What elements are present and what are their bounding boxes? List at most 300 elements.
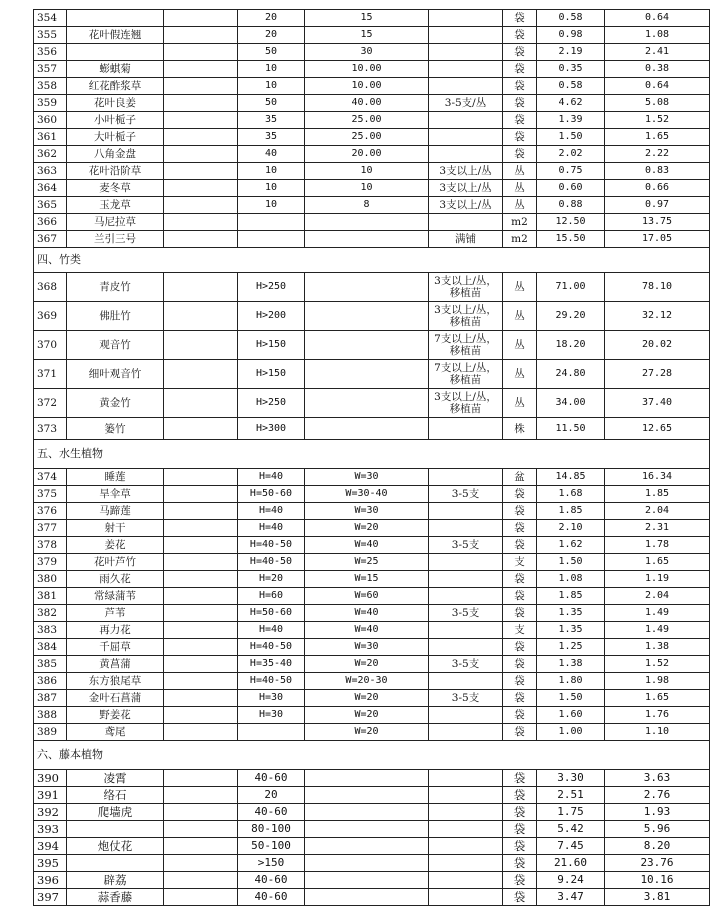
total-price: 2.22 <box>605 146 710 163</box>
height-spec: H=60 <box>238 588 305 605</box>
total-price: 1.93 <box>605 804 710 821</box>
width-spec <box>305 214 429 231</box>
blank-cell <box>164 770 238 787</box>
plant-name: 常绿蒲苇 <box>67 588 164 605</box>
width-spec: 10.00 <box>305 78 429 95</box>
total-price: 17.05 <box>605 231 710 248</box>
row-number: 374 <box>34 469 67 486</box>
unit: 支 <box>503 554 537 571</box>
row-number: 359 <box>34 95 67 112</box>
row-number: 364 <box>34 180 67 197</box>
blank-cell <box>164 273 238 302</box>
unit-price: 0.58 <box>537 10 605 27</box>
remark <box>429 724 503 741</box>
blank-cell <box>164 673 238 690</box>
width-spec: 25.00 <box>305 112 429 129</box>
height-spec: 10 <box>238 78 305 95</box>
height-spec: 20 <box>238 10 305 27</box>
table-row <box>34 571 710 588</box>
unit: 丛 <box>503 197 537 214</box>
unit-price: 1.50 <box>537 554 605 571</box>
blank-cell <box>164 707 238 724</box>
total-price: 1.49 <box>605 622 710 639</box>
table-row <box>34 469 710 486</box>
height-spec: H=20 <box>238 571 305 588</box>
unit-price: 1.08 <box>537 571 605 588</box>
unit-price: 0.88 <box>537 197 605 214</box>
table-row <box>34 273 710 302</box>
table-row <box>34 821 710 838</box>
plant-name: 小叶栀子 <box>67 112 164 129</box>
width-spec: 10 <box>305 180 429 197</box>
unit: 袋 <box>503 639 537 656</box>
plant-name: 麦冬草 <box>67 180 164 197</box>
total-price: 2.04 <box>605 588 710 605</box>
unit-price: 1.50 <box>537 690 605 707</box>
width-spec <box>305 418 429 440</box>
width-spec: W=20 <box>305 707 429 724</box>
blank-cell <box>164 503 238 520</box>
blank-cell <box>164 855 238 872</box>
unit: 丛 <box>503 180 537 197</box>
total-price: 1.65 <box>605 129 710 146</box>
remark <box>429 787 503 804</box>
width-spec <box>305 821 429 838</box>
unit: 袋 <box>503 95 537 112</box>
width-spec: 20.00 <box>305 146 429 163</box>
unit: 支 <box>503 622 537 639</box>
row-number: 367 <box>34 231 67 248</box>
remark <box>429 27 503 44</box>
height-spec <box>238 724 305 741</box>
row-number: 385 <box>34 656 67 673</box>
table-row <box>34 537 710 554</box>
remark <box>429 418 503 440</box>
unit-price: 2.10 <box>537 520 605 537</box>
unit-price: 5.42 <box>537 821 605 838</box>
plant-name: 炮仗花 <box>67 838 164 855</box>
plant-name: 芦苇 <box>67 605 164 622</box>
remark: 3-5支 <box>429 537 503 554</box>
height-spec <box>238 231 305 248</box>
height-spec: H=40-50 <box>238 639 305 656</box>
width-spec <box>305 855 429 872</box>
table-row <box>34 197 710 214</box>
remark <box>429 10 503 27</box>
row-number: 389 <box>34 724 67 741</box>
blank-cell <box>164 27 238 44</box>
remark <box>429 61 503 78</box>
total-price: 23.76 <box>605 855 710 872</box>
plant-name <box>67 10 164 27</box>
height-spec: H=40 <box>238 622 305 639</box>
unit-price: 34.00 <box>537 389 605 418</box>
row-number: 376 <box>34 503 67 520</box>
unit-price: 0.98 <box>537 27 605 44</box>
unit-price: 2.02 <box>537 146 605 163</box>
total-price: 5.08 <box>605 95 710 112</box>
row-number: 396 <box>34 872 67 889</box>
height-spec: H>250 <box>238 273 305 302</box>
plant-name: 爬墙虎 <box>67 804 164 821</box>
total-price: 8.20 <box>605 838 710 855</box>
unit-price: 1.38 <box>537 656 605 673</box>
width-spec: W=20-30 <box>305 673 429 690</box>
unit: 袋 <box>503 872 537 889</box>
table-row <box>34 503 710 520</box>
price-table <box>33 9 710 906</box>
remark <box>429 838 503 855</box>
remark <box>429 129 503 146</box>
plant-name: 旱伞草 <box>67 486 164 503</box>
plant-name: 蒜香藤 <box>67 889 164 906</box>
unit: 袋 <box>503 112 537 129</box>
total-price: 1.76 <box>605 707 710 724</box>
remark <box>429 622 503 639</box>
row-number: 375 <box>34 486 67 503</box>
unit: 株 <box>503 418 537 440</box>
remark <box>429 554 503 571</box>
height-spec: 50-100 <box>238 838 305 855</box>
plant-name: 黄菖蒲 <box>67 656 164 673</box>
blank-cell <box>164 554 238 571</box>
table-row <box>34 605 710 622</box>
table-row <box>34 889 710 906</box>
width-spec: W=40 <box>305 537 429 554</box>
unit-price: 1.85 <box>537 588 605 605</box>
unit-price: 0.58 <box>537 78 605 95</box>
unit-price: 11.50 <box>537 418 605 440</box>
unit-price: 4.62 <box>537 95 605 112</box>
remark: 7支以上/丛，移植苗 <box>429 360 503 389</box>
remark: 3-5支/丛 <box>429 95 503 112</box>
table-row <box>34 214 710 231</box>
total-price: 5.96 <box>605 821 710 838</box>
row-number: 383 <box>34 622 67 639</box>
blank-cell <box>164 302 238 331</box>
height-spec: 50 <box>238 44 305 61</box>
total-price: 1.65 <box>605 554 710 571</box>
row-number: 377 <box>34 520 67 537</box>
row-number: 366 <box>34 214 67 231</box>
height-spec: >150 <box>238 855 305 872</box>
width-spec: 8 <box>305 197 429 214</box>
total-price: 1.19 <box>605 571 710 588</box>
blank-cell <box>164 622 238 639</box>
remark: 3支以上/丛，移植苗 <box>429 302 503 331</box>
plant-name: 红花酢浆草 <box>67 78 164 95</box>
height-spec: 40-60 <box>238 872 305 889</box>
remark <box>429 520 503 537</box>
height-spec: H>150 <box>238 360 305 389</box>
table-row <box>34 331 710 360</box>
row-number: 390 <box>34 770 67 787</box>
total-price: 3.63 <box>605 770 710 787</box>
height-spec: H=30 <box>238 707 305 724</box>
row-number: 373 <box>34 418 67 440</box>
total-price: 1.78 <box>605 537 710 554</box>
total-price: 1.49 <box>605 605 710 622</box>
blank-cell <box>164 571 238 588</box>
remark <box>429 639 503 656</box>
height-spec: H=40-50 <box>238 554 305 571</box>
unit-price: 1.35 <box>537 622 605 639</box>
plant-name: 金叶石菖蒲 <box>67 690 164 707</box>
height-spec: H=40 <box>238 520 305 537</box>
row-number: 378 <box>34 537 67 554</box>
table-row <box>34 78 710 95</box>
remark <box>429 78 503 95</box>
height-spec: 40-60 <box>238 889 305 906</box>
plant-name: 睡莲 <box>67 469 164 486</box>
remark: 3支以上/丛 <box>429 163 503 180</box>
unit: 袋 <box>503 673 537 690</box>
table-row <box>34 112 710 129</box>
width-spec <box>305 804 429 821</box>
width-spec: W=15 <box>305 571 429 588</box>
unit-price: 2.19 <box>537 44 605 61</box>
blank-cell <box>164 838 238 855</box>
unit-price: 12.50 <box>537 214 605 231</box>
table-row <box>34 302 710 331</box>
unit-price: 1.85 <box>537 503 605 520</box>
height-spec: H=50-60 <box>238 605 305 622</box>
unit-price: 1.00 <box>537 724 605 741</box>
row-number: 384 <box>34 639 67 656</box>
remark <box>429 588 503 605</box>
remark <box>429 707 503 724</box>
unit-price: 1.60 <box>537 707 605 724</box>
width-spec: W=20 <box>305 724 429 741</box>
unit: 袋 <box>503 129 537 146</box>
unit: 袋 <box>503 146 537 163</box>
plant-name: 雨久花 <box>67 571 164 588</box>
unit: 袋 <box>503 707 537 724</box>
unit: 袋 <box>503 821 537 838</box>
height-spec: 10 <box>238 197 305 214</box>
remark <box>429 889 503 906</box>
height-spec: H>200 <box>238 302 305 331</box>
table-row <box>34 690 710 707</box>
row-number: 368 <box>34 273 67 302</box>
total-price: 1.52 <box>605 656 710 673</box>
unit-price: 0.60 <box>537 180 605 197</box>
remark <box>429 855 503 872</box>
total-price: 1.52 <box>605 112 710 129</box>
unit-price: 0.35 <box>537 61 605 78</box>
row-number: 355 <box>34 27 67 44</box>
table-row <box>34 724 710 741</box>
width-spec: W=40 <box>305 622 429 639</box>
blank-cell <box>164 418 238 440</box>
blank-cell <box>164 656 238 673</box>
unit: 袋 <box>503 27 537 44</box>
section-title: 四、竹类 <box>34 248 710 273</box>
table-row <box>34 418 710 440</box>
remark <box>429 770 503 787</box>
row-number: 369 <box>34 302 67 331</box>
unit: 袋 <box>503 656 537 673</box>
blank-cell <box>164 61 238 78</box>
width-spec: 40.00 <box>305 95 429 112</box>
section-title: 六、藤本植物 <box>34 741 710 770</box>
section-header-row <box>34 741 710 770</box>
remark <box>429 804 503 821</box>
unit: 丛 <box>503 273 537 302</box>
width-spec: 25.00 <box>305 129 429 146</box>
row-number: 362 <box>34 146 67 163</box>
row-number: 360 <box>34 112 67 129</box>
row-number: 363 <box>34 163 67 180</box>
blank-cell <box>164 787 238 804</box>
unit: 盆 <box>503 469 537 486</box>
blank-cell <box>164 112 238 129</box>
total-price: 2.04 <box>605 503 710 520</box>
unit-price: 1.35 <box>537 605 605 622</box>
remark <box>429 872 503 889</box>
plant-name: 青皮竹 <box>67 273 164 302</box>
total-price: 0.38 <box>605 61 710 78</box>
width-spec: 10 <box>305 163 429 180</box>
width-spec <box>305 889 429 906</box>
remark: 7支以上/丛，移植苗 <box>429 331 503 360</box>
width-spec: 30 <box>305 44 429 61</box>
table-row <box>34 787 710 804</box>
table-row <box>34 707 710 724</box>
unit-price: 0.75 <box>537 163 605 180</box>
total-price: 2.31 <box>605 520 710 537</box>
row-number: 397 <box>34 889 67 906</box>
unit: 丛 <box>503 360 537 389</box>
remark: 满铺 <box>429 231 503 248</box>
unit: 丛 <box>503 302 537 331</box>
unit-price: 1.68 <box>537 486 605 503</box>
height-spec: H>150 <box>238 331 305 360</box>
table-row <box>34 673 710 690</box>
total-price: 2.76 <box>605 787 710 804</box>
total-price: 1.85 <box>605 486 710 503</box>
blank-cell <box>164 821 238 838</box>
remark <box>429 44 503 61</box>
total-price: 0.64 <box>605 10 710 27</box>
plant-name: 玉龙草 <box>67 197 164 214</box>
unit-price: 2.51 <box>537 787 605 804</box>
width-spec <box>305 231 429 248</box>
table-row <box>34 44 710 61</box>
unit: 袋 <box>503 690 537 707</box>
unit-price: 1.80 <box>537 673 605 690</box>
width-spec: 15 <box>305 27 429 44</box>
remark <box>429 503 503 520</box>
height-spec: H=40-50 <box>238 537 305 554</box>
height-spec: H=50-60 <box>238 486 305 503</box>
total-price: 13.75 <box>605 214 710 231</box>
blank-cell <box>164 360 238 389</box>
total-price: 0.83 <box>605 163 710 180</box>
total-price: 1.08 <box>605 27 710 44</box>
unit: 袋 <box>503 520 537 537</box>
height-spec: 40 <box>238 146 305 163</box>
unit: m2 <box>503 231 537 248</box>
width-spec: W=30 <box>305 503 429 520</box>
total-price: 20.02 <box>605 331 710 360</box>
table-row <box>34 10 710 27</box>
section-header-row <box>34 248 710 273</box>
plant-name: 佛肚竹 <box>67 302 164 331</box>
table-row <box>34 360 710 389</box>
total-price: 2.41 <box>605 44 710 61</box>
table-row <box>34 656 710 673</box>
remark: 3-5支 <box>429 605 503 622</box>
row-number: 381 <box>34 588 67 605</box>
height-spec: H>250 <box>238 389 305 418</box>
plant-name: 再力花 <box>67 622 164 639</box>
blank-cell <box>164 10 238 27</box>
unit-price: 29.20 <box>537 302 605 331</box>
row-number: 393 <box>34 821 67 838</box>
table-row <box>34 180 710 197</box>
unit: 袋 <box>503 838 537 855</box>
remark <box>429 673 503 690</box>
width-spec <box>305 770 429 787</box>
unit: 袋 <box>503 889 537 906</box>
unit-price: 7.45 <box>537 838 605 855</box>
height-spec <box>238 214 305 231</box>
width-spec: 15 <box>305 10 429 27</box>
blank-cell <box>164 214 238 231</box>
width-spec: W=20 <box>305 520 429 537</box>
remark: 3-5支 <box>429 690 503 707</box>
height-spec: 10 <box>238 163 305 180</box>
row-number: 372 <box>34 389 67 418</box>
table-row <box>34 95 710 112</box>
remark: 3-5支 <box>429 486 503 503</box>
unit: 丛 <box>503 389 537 418</box>
table-row <box>34 27 710 44</box>
width-spec: W=30-40 <box>305 486 429 503</box>
width-spec: W=20 <box>305 656 429 673</box>
blank-cell <box>164 146 238 163</box>
unit: 袋 <box>503 10 537 27</box>
height-spec: 35 <box>238 129 305 146</box>
plant-name: 马蹄莲 <box>67 503 164 520</box>
height-spec: 20 <box>238 27 305 44</box>
unit: 袋 <box>503 78 537 95</box>
width-spec <box>305 331 429 360</box>
unit-price: 1.25 <box>537 639 605 656</box>
table-row <box>34 61 710 78</box>
row-number: 379 <box>34 554 67 571</box>
price-table-body <box>34 10 710 906</box>
unit-price: 14.85 <box>537 469 605 486</box>
width-spec: 10.00 <box>305 61 429 78</box>
unit: m2 <box>503 214 537 231</box>
plant-name: 兰引三号 <box>67 231 164 248</box>
unit: 丛 <box>503 163 537 180</box>
blank-cell <box>164 389 238 418</box>
unit-price: 1.62 <box>537 537 605 554</box>
table-row <box>34 804 710 821</box>
unit: 袋 <box>503 605 537 622</box>
blank-cell <box>164 588 238 605</box>
unit: 袋 <box>503 503 537 520</box>
row-number: 388 <box>34 707 67 724</box>
row-number: 370 <box>34 331 67 360</box>
table-row <box>34 838 710 855</box>
plant-name: 马尼拉草 <box>67 214 164 231</box>
unit: 袋 <box>503 855 537 872</box>
table-row <box>34 588 710 605</box>
